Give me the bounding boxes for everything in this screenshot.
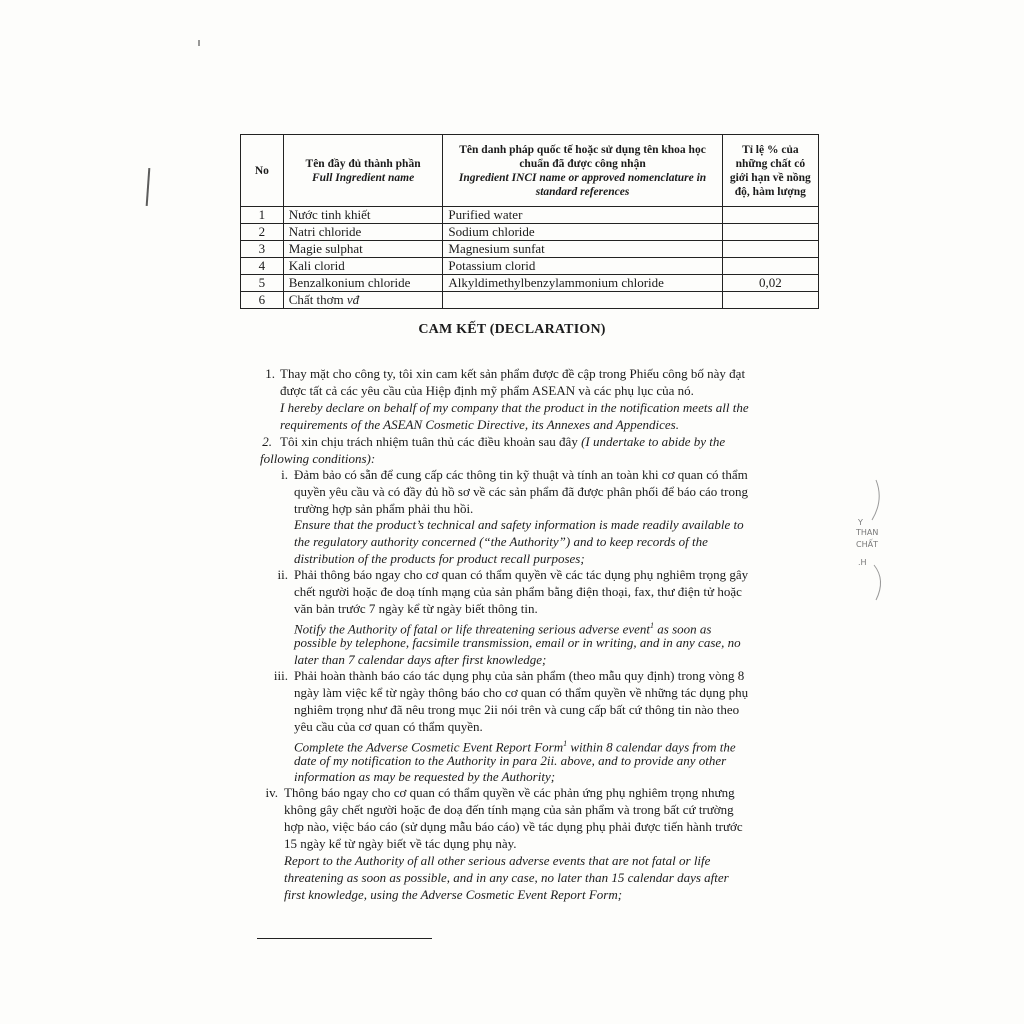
clause-iv-en-line: Report to the Authority of all other serious adverse events that are not fatal or life: [284, 853, 711, 868]
paragraph-1-vi-line: Thay mặt cho công ty, tôi xin cam kết sản phẩm được đề cập trong Phiếu công bố này đạt: [280, 366, 746, 381]
cell-percentage: [722, 241, 818, 258]
table-row: [241, 207, 819, 224]
cell-percentage: [722, 292, 818, 309]
clause-i-en-line: Ensure that the product’s technical and safety information is made readily available to: [294, 517, 744, 532]
table-row: [241, 275, 819, 292]
item-number: ii.: [277, 567, 288, 582]
clause-ii-vi-line: chết người hoặc đe doạ tính mạng của sản phẩm bằng điện thoại, fax, thư điện tử hoặc: [294, 584, 742, 599]
clause-i-vi-line: quyền yêu cầu và có đầy đủ hồ sơ về các sản phẩm đã được phân phối để báo cáo trong: [294, 484, 748, 499]
footnote-separator: [257, 938, 432, 939]
footnote-marker: 1: [650, 621, 655, 630]
paragraph-1-en-line: I hereby declare on behalf of my company that the product in the notification meets all the: [280, 400, 749, 415]
cell-inci-name: Purified water: [443, 207, 722, 224]
stamp-text: .H: [858, 558, 867, 567]
clause-ii-en-text: as soon as: [657, 621, 712, 637]
header-inci-name-vi: Tên danh pháp quốc tế hoặc sử dụng tên khoa học chuẩn đã được công nhận: [459, 143, 706, 170]
clause-i-vi-line: trường hợp sản phẩm phải thu hồi.: [294, 501, 474, 516]
clause-iv-vi-line: 15 ngày kể từ ngày biết về tác dụng phụ này.: [284, 836, 517, 851]
table-row: [241, 258, 819, 275]
scan-artifact-line: [146, 168, 151, 206]
ingredient-table: [240, 134, 819, 309]
clause-iii-en-text: within 8 calendar days from the: [570, 739, 736, 755]
item-number: 1.: [265, 366, 275, 381]
cell-full-name: Natri chloride: [283, 224, 443, 241]
header-full-name-en: Full Ingredient name: [311, 171, 415, 184]
item-number: iii.: [273, 668, 288, 683]
cell-no: 3: [241, 241, 284, 258]
cell-percentage: [722, 224, 818, 241]
paragraph-2-en-line: following conditions):: [260, 451, 376, 466]
table-row: [241, 292, 819, 309]
cell-full-name: Magie sulphat: [283, 241, 443, 258]
stamp-text: THAN: [856, 528, 879, 537]
cell-inci-name: [443, 292, 722, 309]
clause-iii-vi-line: nghiêm trọng như đã nêu trong mục 2ii nói trên và cung cấp bất cứ thông tin nào theo: [294, 702, 740, 717]
cell-full-name: Kali clorid: [283, 258, 443, 275]
cell-full-name: Benzalkonium chloride: [283, 275, 443, 292]
cell-inci-name: Potassium clorid: [443, 258, 722, 275]
clause-ii-en-line: possible by telephone, facsimile transmission, email or in writing, and in any case, no: [294, 635, 741, 650]
clause-iii-vi-line: Phải hoàn thành báo cáo tác dụng phụ của sản phẩm (theo mẫu quy định) trong vòng 8: [294, 668, 745, 683]
cell-full-name: Nước tinh khiết: [283, 207, 443, 224]
clause-ii-en-text: Notify the Authority of fatal or life threatening serious adverse event: [294, 621, 651, 637]
clause-i-vi-line: Đảm bảo có sẵn để cung cấp các thông tin kỹ thuật và tính an toàn khi cơ quan có thẩm: [294, 467, 748, 482]
paragraph-2-vi: Tôi xin chịu trách nhiệm tuân thủ các điều khoản sau đây: [280, 434, 578, 449]
clause-iv-en-line: threatening as soon as possible, and in any case, no later than 15 calendar days after: [284, 870, 729, 885]
clause-iv-vi-line: Thông báo ngay cho cơ quan có thẩm quyền về các phản ứng phụ nghiêm trọng nhưng: [284, 785, 735, 800]
cell-inci-name: Alkyldimethylbenzylammonium chloride: [443, 275, 722, 292]
item-number: iv.: [265, 785, 278, 800]
clause-ii-en-line: later than 7 calendar days after first knowledge;: [294, 652, 547, 667]
header-inci-name-en: Ingredient INCI name or approved nomenclature in standard references: [458, 171, 707, 198]
cell-inci-name: Sodium chloride: [443, 224, 722, 241]
stamp-text: Y: [858, 518, 863, 527]
cell-full-name: [283, 292, 443, 309]
table-row: [241, 224, 819, 241]
clause-iv-vi-line: không gây chết người hoặc đe doạ đến tính mạng của sản phẩm và trong bất cứ trường: [284, 802, 734, 817]
item-number: 2.: [262, 434, 272, 449]
cell-percentage: [722, 258, 818, 275]
clause-iii-vi-line: ngày làm việc kể từ ngày thông báo cho cơ quan có thẩm quyền về những tác dụng phụ: [294, 685, 749, 700]
clause-iv-en-line: first knowledge, using the Adverse Cosmetic Event Report Form;: [284, 887, 623, 902]
header-full-name: [283, 135, 443, 207]
table-header-row: [241, 135, 819, 207]
cell-percentage: 0,02: [722, 275, 818, 292]
stamp-text: CHẤT: [856, 540, 878, 549]
cell-full-name-suffix: vđ: [346, 292, 360, 307]
table-row: [241, 241, 819, 258]
cell-no: 5: [241, 275, 284, 292]
paragraph-2-line: [280, 433, 725, 450]
clause-iv-vi-line: hợp nào, việc báo cáo (sử dụng mẫu báo cáo) về tác dụng phụ phải được tiến hành trước: [284, 819, 743, 834]
cell-percentage: [722, 207, 818, 224]
paragraph-1-vi-line: được tất cả các yêu cầu của Hiệp định mỹ phẩm ASEAN và các phụ lục của nó.: [280, 383, 694, 398]
clause-iii-vi-line: yêu cầu của cơ quan có thẩm quyền.: [294, 719, 483, 734]
header-full-name-vi: Tên đầy đủ thành phần: [305, 157, 421, 170]
paragraph-2-en: (I undertake to abide by the: [581, 434, 726, 449]
clause-i-en-line: the regulatory authority concerned (“the Authority”) and to keep records of the: [294, 534, 708, 549]
clause-ii-vi-line: Phải thông báo ngay cho cơ quan có thẩm quyền về các tác dụng phụ nghiêm trọng gây: [294, 567, 749, 582]
footnote-marker: 1: [563, 739, 568, 748]
declaration-title: CAM KẾT (DECLARATION): [418, 322, 606, 337]
cell-no: 6: [241, 292, 284, 309]
clause-iii-en-line: date of my notification to the Authority in para 2ii. above, and to provide any other: [294, 753, 727, 768]
cell-full-name-text: Chất thơm: [288, 292, 344, 307]
cell-no: 1: [241, 207, 284, 224]
clause-ii-vi-line: văn bản trước 7 ngày kể từ ngày biết thông tin.: [294, 601, 538, 616]
header-no: No: [241, 135, 284, 207]
cell-inci-name: Magnesium sunfat: [443, 241, 722, 258]
paragraph-1-en-line: requirements of the ASEAN Cosmetic Directive, its Annexes and Appendices.: [280, 417, 679, 432]
item-number: i.: [281, 467, 288, 482]
header-percentage: Tỉ lệ % của những chất có giới hạn về nồng độ, hàm lượng: [722, 135, 818, 207]
clause-iii-en-text: Complete the Adverse Cosmetic Event Report Form: [294, 739, 564, 755]
cell-no: 4: [241, 258, 284, 275]
clause-i-en-line: distribution of the products for product recall purposes;: [294, 551, 585, 566]
scan-artifact-dot: [198, 40, 200, 46]
clause-iii-en-line: information as may be requested by the Authority;: [294, 769, 556, 784]
header-inci-name: [443, 135, 722, 207]
stamp-edge: [848, 470, 888, 610]
cell-no: 2: [241, 224, 284, 241]
